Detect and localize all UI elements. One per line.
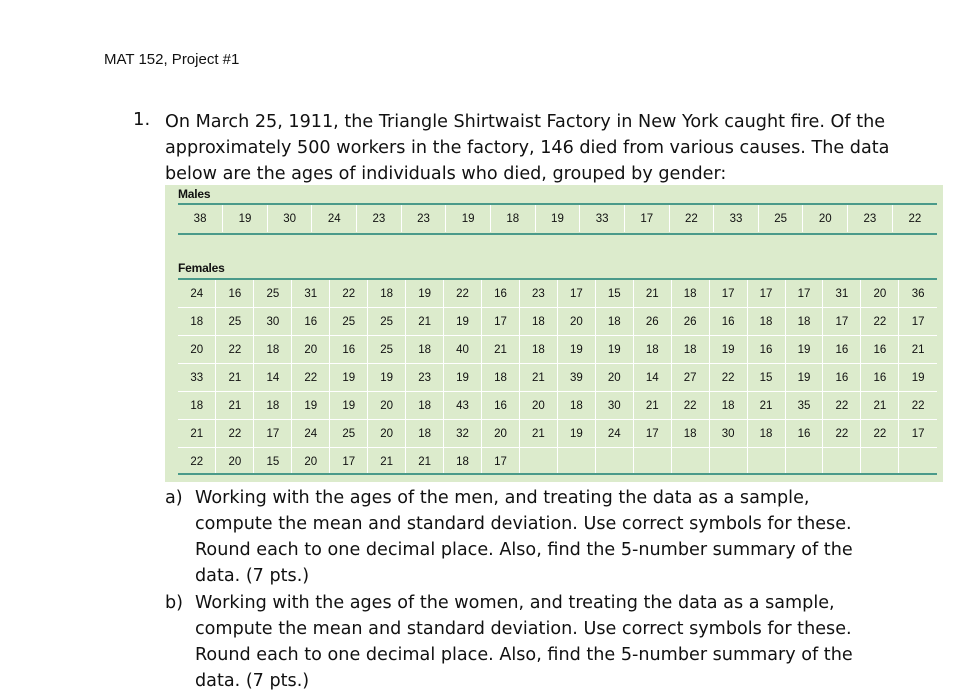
- females-row: [178, 336, 937, 364]
- age-cell: 26: [671, 308, 709, 336]
- age-cell: 18: [709, 392, 747, 420]
- age-cell: [633, 448, 671, 476]
- age-cell: 38: [193, 212, 207, 225]
- age-cell: 31: [292, 280, 330, 308]
- age-cell: 19: [785, 336, 823, 364]
- age-cell: [785, 448, 823, 476]
- age-cell: 20: [519, 392, 557, 420]
- age-cell: 43: [444, 392, 482, 420]
- age-cell: 17: [557, 280, 595, 308]
- age-cell: 25: [368, 308, 406, 336]
- age-cell: 17: [709, 280, 747, 308]
- males-label: Males: [178, 187, 211, 201]
- age-cell: 22: [330, 280, 368, 308]
- age-cell: 22: [892, 205, 937, 232]
- age-cell: 20: [292, 336, 330, 364]
- age-cell: 18: [406, 336, 444, 364]
- age-cell: 24: [312, 205, 357, 232]
- age-cell: 17: [624, 205, 669, 232]
- question-text: On March 25, 1911, the Triangle Shirtwaist Factory in New York caught fire. Of the approximately 500 workers in the factory, 146 died from various causes. The data below are the ages of individuals who died, grouped by gender:: [165, 112, 890, 184]
- age-cell: 18: [519, 308, 557, 336]
- age-cell: 18: [785, 308, 823, 336]
- age-cell: [899, 448, 937, 476]
- age-cell: 21: [519, 420, 557, 448]
- age-cell: 20: [557, 308, 595, 336]
- age-cell: 19: [406, 280, 444, 308]
- males-row: [178, 205, 937, 232]
- age-cell: 19: [446, 205, 491, 232]
- age-cell: 16: [823, 364, 861, 392]
- age-cell: 19: [368, 364, 406, 392]
- age-cell: 16: [861, 336, 899, 364]
- age-cell: 17: [747, 280, 785, 308]
- age-cell: 19: [785, 364, 823, 392]
- age-cell: 17: [823, 308, 861, 336]
- age-cell: 23: [519, 280, 557, 308]
- age-cell: 24: [190, 287, 204, 300]
- age-cell: 16: [292, 308, 330, 336]
- age-cell: 17: [330, 448, 368, 476]
- age-cell: 20: [368, 420, 406, 448]
- age-cell: 40: [444, 336, 482, 364]
- age-cell: 16: [482, 392, 520, 420]
- age-cell: 21: [178, 420, 216, 448]
- age-cell: 22: [861, 420, 899, 448]
- age-cell: 22: [671, 392, 709, 420]
- age-cell: 25: [368, 336, 406, 364]
- age-cell: 21: [633, 280, 671, 308]
- age-cell: 19: [899, 364, 937, 392]
- age-cell: 18: [482, 364, 520, 392]
- age-cell: 21: [368, 448, 406, 476]
- age-cell: 18: [490, 205, 535, 232]
- age-cell: 22: [178, 448, 216, 476]
- age-cell: 14: [254, 364, 292, 392]
- age-cell: 25: [216, 308, 254, 336]
- age-cell: [861, 448, 899, 476]
- age-cell: 19: [330, 364, 368, 392]
- age-cell: 20: [216, 448, 254, 476]
- age-cell: 16: [747, 336, 785, 364]
- age-cell: 21: [406, 308, 444, 336]
- age-cell: 22: [709, 364, 747, 392]
- age-cell: 20: [178, 336, 216, 364]
- age-cell: 18: [178, 308, 216, 336]
- age-cell: 21: [633, 392, 671, 420]
- age-cell: 18: [633, 336, 671, 364]
- age-cell: 14: [633, 364, 671, 392]
- females-row: [178, 308, 937, 336]
- age-cell: 26: [633, 308, 671, 336]
- age-cell: [709, 448, 747, 476]
- part-a-text: Working with the ages of the men, and treating the data as a sample, compute the mean and standard deviation. Use correct symbols for these. Round each to one decimal place. Also, find the 5-number summary of the data. (7 pts.): [195, 488, 853, 586]
- age-cell: 30: [709, 420, 747, 448]
- age-cell: 19: [223, 205, 268, 232]
- age-cell: 16: [330, 336, 368, 364]
- age-cell: 18: [519, 336, 557, 364]
- age-cell: 16: [709, 308, 747, 336]
- age-cell: 16: [216, 280, 254, 308]
- age-cell: 16: [823, 336, 861, 364]
- age-cell: 17: [785, 280, 823, 308]
- age-cell: 39: [557, 364, 595, 392]
- age-cell: 18: [671, 280, 709, 308]
- age-cell: [823, 448, 861, 476]
- age-cell: 15: [595, 280, 633, 308]
- age-cell: 22: [444, 280, 482, 308]
- age-cell: 18: [671, 420, 709, 448]
- age-cell: [747, 448, 785, 476]
- age-cell: 18: [178, 392, 216, 420]
- age-cell: 22: [292, 364, 330, 392]
- age-cell: 16: [785, 420, 823, 448]
- age-cell: 20: [482, 420, 520, 448]
- age-cell: 18: [444, 448, 482, 476]
- age-cell: 22: [216, 420, 254, 448]
- age-cell: 21: [747, 392, 785, 420]
- age-cell: 20: [595, 364, 633, 392]
- age-cell: 27: [671, 364, 709, 392]
- age-cell: 33: [580, 205, 625, 232]
- age-cell: 18: [557, 392, 595, 420]
- age-cell: 22: [216, 336, 254, 364]
- males-bottom-rule: [178, 233, 937, 235]
- age-cell: 18: [747, 308, 785, 336]
- age-cell: 19: [444, 308, 482, 336]
- question-number: 1.: [133, 109, 151, 130]
- age-cell: 30: [267, 205, 312, 232]
- age-cell: 18: [406, 420, 444, 448]
- age-cell: 18: [254, 336, 292, 364]
- age-cell: 22: [899, 392, 937, 420]
- age-cell: 18: [406, 392, 444, 420]
- age-cell: 36: [899, 280, 937, 308]
- age-cell: 18: [254, 392, 292, 420]
- age-cell: [557, 448, 595, 476]
- document-header: MAT 152, Project #1: [104, 51, 240, 68]
- age-cell: 18: [368, 280, 406, 308]
- age-cell: 19: [292, 392, 330, 420]
- age-cell: 20: [803, 205, 848, 232]
- age-cell: 17: [482, 448, 520, 476]
- age-cell: 19: [595, 336, 633, 364]
- age-cell: 23: [406, 364, 444, 392]
- age-cell: 32: [444, 420, 482, 448]
- age-cell: 16: [861, 364, 899, 392]
- females-label: Females: [178, 261, 225, 275]
- age-cell: 33: [714, 205, 759, 232]
- females-row: [178, 392, 937, 420]
- age-cell: 17: [633, 420, 671, 448]
- age-cell: 19: [557, 420, 595, 448]
- age-cell: 25: [330, 420, 368, 448]
- age-cell: 21: [899, 336, 937, 364]
- age-cell: 17: [899, 420, 937, 448]
- females-table: [178, 280, 937, 475]
- age-cell: 19: [709, 336, 747, 364]
- age-cell: 22: [861, 308, 899, 336]
- age-cell: 17: [482, 308, 520, 336]
- age-cell: 30: [595, 392, 633, 420]
- age-cell: 20: [292, 448, 330, 476]
- age-cell: 19: [535, 205, 580, 232]
- age-cell: 33: [178, 364, 216, 392]
- age-cell: 19: [444, 364, 482, 392]
- age-cell: 20: [861, 280, 899, 308]
- age-cell: 31: [823, 280, 861, 308]
- age-cell: 22: [823, 420, 861, 448]
- age-cell: 21: [216, 392, 254, 420]
- age-cell: 30: [254, 308, 292, 336]
- age-cell: 15: [254, 448, 292, 476]
- age-cell: 23: [401, 205, 446, 232]
- age-cell: 24: [292, 420, 330, 448]
- age-cell: 17: [899, 308, 937, 336]
- age-cell: 25: [254, 280, 292, 308]
- age-cell: [671, 448, 709, 476]
- age-cell: 21: [216, 364, 254, 392]
- age-cell: 17: [254, 420, 292, 448]
- age-cell: [595, 448, 633, 476]
- age-cell: 20: [368, 392, 406, 420]
- females-bottom-rule: [178, 473, 937, 475]
- females-row: [178, 280, 937, 308]
- females-row: [178, 364, 937, 392]
- age-cell: 19: [330, 392, 368, 420]
- females-row: [178, 448, 937, 476]
- age-cell: 21: [519, 364, 557, 392]
- part-b-text: Working with the ages of the women, and treating the data as a sample, compute the mean and standard deviation. Use correct symbols for these. Round each to one decimal place. Also, find the 5-number summary of the data. (7 pts.): [195, 593, 853, 691]
- age-cell: 16: [482, 280, 520, 308]
- females-row: [178, 420, 937, 448]
- age-cell: 23: [848, 205, 893, 232]
- age-cell: 22: [669, 205, 714, 232]
- part-b-label: b): [165, 593, 184, 613]
- age-cell: 21: [406, 448, 444, 476]
- age-cell: 18: [595, 308, 633, 336]
- age-cell: [519, 448, 557, 476]
- age-cell: 21: [861, 392, 899, 420]
- age-cell: 25: [330, 308, 368, 336]
- age-cell: 35: [785, 392, 823, 420]
- age-cell: 18: [671, 336, 709, 364]
- age-cell: 18: [747, 420, 785, 448]
- age-cell: 23: [357, 205, 402, 232]
- part-a-label: a): [165, 488, 183, 508]
- age-cell: 21: [482, 336, 520, 364]
- age-cell: 15: [747, 364, 785, 392]
- age-cell: 22: [823, 392, 861, 420]
- age-cell: 24: [595, 420, 633, 448]
- age-cell: 19: [557, 336, 595, 364]
- age-cell: 25: [758, 205, 803, 232]
- males-table: [178, 205, 937, 232]
